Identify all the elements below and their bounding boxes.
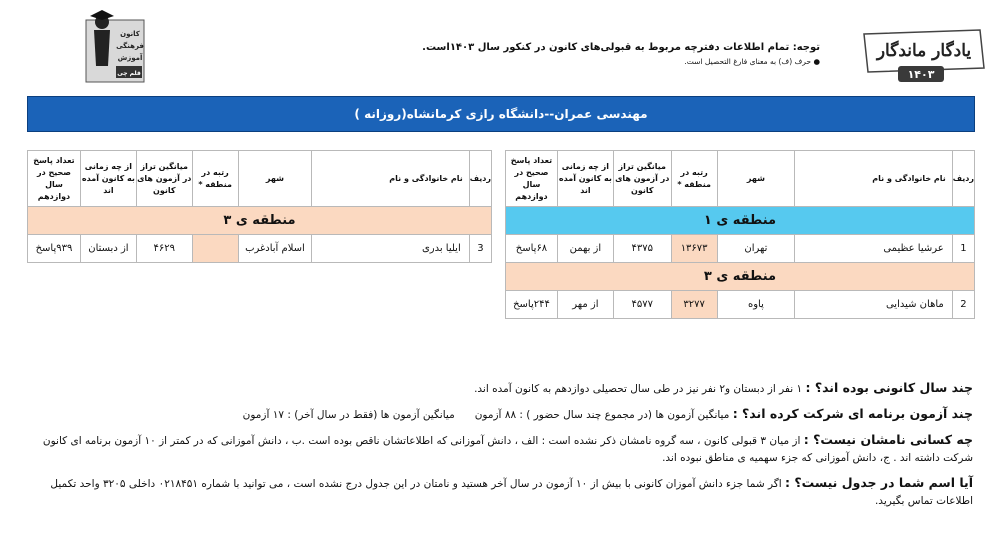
kanoon-logo: [80, 4, 150, 84]
page-title: مهندسی عمران--دانشگاه رازی کرمانشاه(روزانه ): [27, 96, 975, 132]
cell-name: ماهان شیدایی: [795, 291, 952, 319]
results-table-right: [505, 150, 975, 319]
col-header-name: نام خانوادگی و نام: [312, 151, 469, 207]
notice-block: [240, 42, 820, 66]
cell-name: ایلیا بدری: [312, 235, 469, 263]
cell-rank: ۱۳۶۷۳: [671, 235, 717, 263]
cell-answers: ۹۳۹پاسخ: [28, 235, 81, 263]
table-header-row: [506, 151, 975, 207]
note-answer: اگر شما جزء دانش آموزان کانونی با بیش از ۱۰ آزمون در سال آخر هستید و نامتان در این جدول درج نشده است ، می توانید با شماره ۰۲۱۸۴۵۱ داخلی ۳۲۰۵ واحد تکمیل اطلاعات تماس بگیرید.: [50, 477, 973, 507]
results-table-left: [27, 150, 492, 263]
logo-word-1: کانون: [120, 30, 140, 38]
cell-row: 3: [469, 235, 491, 263]
cell-rank: ۳۲۷۷: [671, 291, 717, 319]
note-question: چند آزمون برنامه ای شرکت کرده اند؟ :: [732, 406, 973, 421]
col-header-since: از چه زمانی به کانون آمده اند: [80, 151, 136, 207]
logo-word-3: آموزش: [117, 54, 143, 62]
region-row: [506, 263, 975, 291]
col-header-rank: رتبه در منطقه *: [671, 151, 717, 207]
cell-avg: ۴۳۷۵: [613, 235, 671, 263]
cell-city: اسلام آبادغرب: [238, 235, 312, 263]
region-label: منطقه ی ۳: [28, 207, 492, 235]
logo-year: ۱۴۰۳: [907, 68, 935, 81]
note-years: [25, 378, 973, 398]
cell-name: عرشیا عظیمی: [795, 235, 952, 263]
cell-avg: ۴۵۷۷: [613, 291, 671, 319]
note-exams: [25, 404, 973, 424]
page-header: [0, 0, 1000, 90]
col-header-answers: تعداد پاسخ صحیح در سال دوازدهم: [506, 151, 558, 207]
cell-rank: [192, 235, 238, 263]
notice-footnote: ● حرف (ف) به معنای فارغ التحصیل است.: [684, 57, 820, 66]
note-missing: [25, 430, 973, 467]
col-header-name: نام خانوادگی و نام: [795, 151, 952, 207]
cell-since: از بهمن: [557, 235, 613, 263]
yadegar-mandegar-logo: [858, 28, 988, 86]
col-header-avg: میانگین تراز در آزمون های کانون: [613, 151, 671, 207]
note-answer: ۱ نفر از دبستان و۲ نفر نیز در طی سال تحصیلی دوازدهم به کانون آمده اند.: [474, 383, 803, 395]
cell-row: 2: [952, 291, 974, 319]
logo-title: یادگار ماندگار: [876, 41, 972, 61]
note-question: چند سال کانونی بوده اند؟ :: [805, 380, 973, 395]
col-header-row: ردیف: [952, 151, 974, 207]
col-header-city: شهر: [238, 151, 312, 207]
note-answer: میانگین آزمون ها (در مجموع چند سال حضور ) : ۸۸ آزمون میانگین آزمون ها (فقط در سال آخر) : ۱۷ آزمون: [242, 409, 730, 421]
region-label: منطقه ی ۱: [506, 207, 975, 235]
logo-word-2: فرهنگی: [116, 42, 144, 50]
note-question: چه کسانی نامشان نیست؟ :: [803, 432, 973, 447]
notes-section: [25, 378, 973, 516]
table-row: [506, 235, 975, 263]
region-row: [506, 207, 975, 235]
cell-avg: ۴۶۲۹: [136, 235, 192, 263]
col-header-row: ردیف: [469, 151, 491, 207]
col-header-avg: میانگین تراز در آزمون های کانون: [136, 151, 192, 207]
cell-answers: ۶۸پاسخ: [506, 235, 558, 263]
col-header-since: از چه زمانی به کانون آمده اند: [557, 151, 613, 207]
table-row: [28, 235, 492, 263]
table-header-row: [28, 151, 492, 207]
note-question: آیا اسم شما در جدول نیست؟ :: [785, 474, 973, 490]
cell-city: تهران: [717, 235, 795, 263]
cell-since: از دبستان: [80, 235, 136, 263]
cell-answers: ۲۴۴پاسخ: [506, 291, 558, 319]
note-answer: از میان ۳ قبولی کانون ، سه گروه نامشان ذکر نشده است : الف ، دانش آموزانی که اطلاعاتشان ناقص بوده است .ب ، دانش آموزانی که در کمتر از ۱۰ آزمون برنامه ای کانون شرکت داشته اند . ج، دانش آموزانی که جزء سهمیه ی مناطق نبوده اند.: [42, 435, 973, 464]
note-not-listed: [25, 473, 973, 510]
logo-word-4: قلم چی: [117, 70, 141, 77]
notice-text: توجه: تمام اطلاعات دفترچه مربوط به قبولی‌های کانون در کنکور سال ۱۴۰۳است.: [422, 42, 820, 53]
col-header-city: شهر: [717, 151, 795, 207]
table-row: [506, 291, 975, 319]
cell-row: 1: [952, 235, 974, 263]
cell-since: از مهر: [557, 291, 613, 319]
col-header-answers: تعداد پاسخ صحیح در سال دوازدهم: [28, 151, 81, 207]
col-header-rank: رتبه در منطقه *: [192, 151, 238, 207]
cell-city: پاوه: [717, 291, 795, 319]
region-row: [28, 207, 492, 235]
region-label: منطقه ی ۳: [506, 263, 975, 291]
